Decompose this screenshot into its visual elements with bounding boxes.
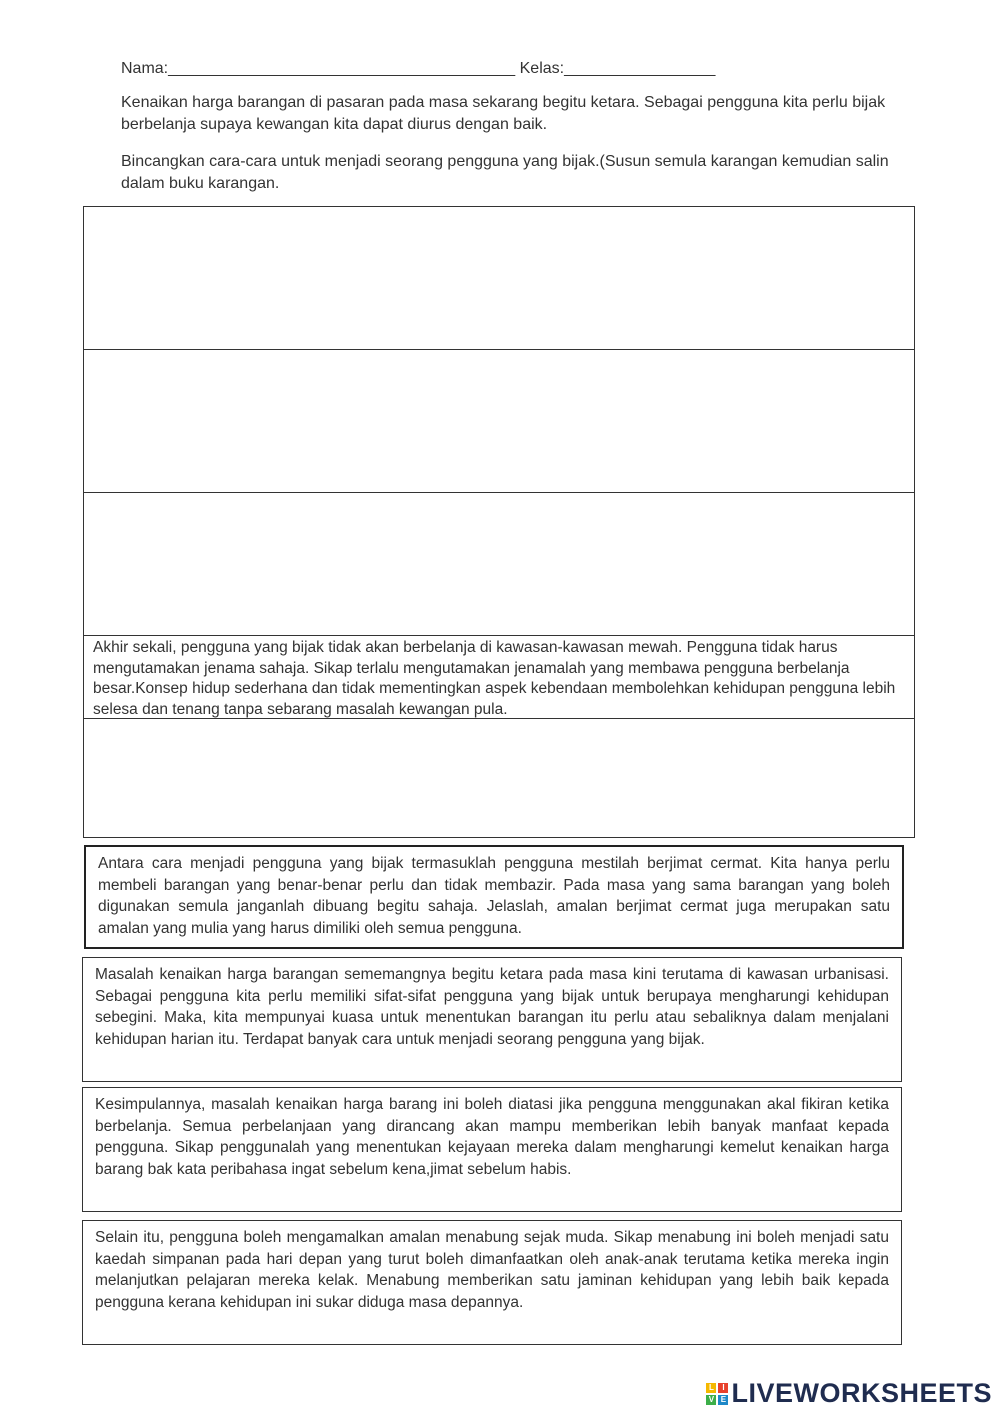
draggable-paragraph-card[interactable]: Antara cara menjadi pengguna yang bijak termasuklah pengguna mestilah berjimat cermat. Kita hanya perlu membeli barangan yang benar-benar perlu dan tidak membazir. Pada masa yang sama barangan yang boleh digunakan semula janganlah dibuang begitu sahaja. Jelaslah, amalan berjimat cermat juga merupakan satu amalan yang mulia yang harus dimiliki oleh semua pengguna.	[84, 845, 904, 949]
answer-table	[83, 206, 915, 838]
name-label: Nama:	[121, 60, 169, 77]
logo-letter-v: V	[706, 1395, 716, 1405]
draggable-paragraph-card[interactable]: Masalah kenaikan harga barangan sememangnya begitu ketara pada masa kini terutama di kawasan urbanisasi. Sebagai pengguna kita perlu memiliki sifat-sifat pengguna yang bijak untuk berupaya mengharungi kehidupan sebegini. Maka, kita mempunyai kuasa untuk menentukan barangan itu perlu atau sebaliknya dalam menjalani kehidupan harian itu. Terdapat banyak cara untuk menjadi seorang pengguna yang bijak.	[82, 957, 902, 1082]
class-field[interactable]: _________________	[564, 60, 716, 77]
logo-text: LIVEWORKSHEETS	[731, 1378, 992, 1408]
task-instruction: Bincangkan cara-cara untuk menjadi seorang pengguna yang bijak.(Susun semula karangan kemudian salin dalam buku karangan.	[121, 153, 889, 192]
logo-letter-l: L	[706, 1383, 716, 1393]
student-info-line	[121, 60, 715, 78]
logo-letter-i: I	[718, 1383, 728, 1393]
intro-paragraph: Kenaikan harga barangan di pasaran pada masa sekarang begitu ketara. Sebagai pengguna kita perlu bijak berbelanja supaya kewangan kita dapat diurus dengan baik.	[121, 94, 886, 133]
answer-slot-4-text: Akhir sekali, pengguna yang bijak tidak akan berbelanja di kawasan-kawasan mewah. Pengguna tidak harus mengutamakan jenama sahaja. Sikap terlalu mengutamakan jenamalah yang membawa pengguna berbelanja besar.Konsep hidup sederhana dan tidak mementingkan aspek kebendaan membolehkan kehidupan pengguna lebih selesa dan tenang tanpa sebarang masalah kewangan pula.	[93, 639, 896, 718]
draggable-paragraph-card[interactable]: Kesimpulannya, masalah kenaikan harga barang ini boleh diatasi jika pengguna menggunakan akal fikiran ketika berbelanja. Semua perbelanjaan yang dirancang akan mampu memberikan lebih banyak manfaat kepada pengguna. Sikap penggunalah yang menentukan kejayaan mereka dalam mengharungi kemelut kenaikan harga barang bak kata peribahasa ingat sebelum kena,jimat sebelum habis.	[82, 1087, 902, 1212]
answer-slot-2[interactable]	[84, 350, 914, 493]
logo-letter-e: E	[718, 1395, 728, 1405]
draggable-paragraph-card[interactable]: Selain itu, pengguna boleh mengamalkan amalan menabung sejak muda. Sikap menabung ini boleh menjadi satu kaedah simpanan pada hari depan yang turut boleh dimanfaatkan oleh anak-anak terutama ketika mereka ingin melanjutkan pelajaran mereka kelak. Menabung memberikan satu jaminan kehidupan yang lebih baik kepada pengguna kerana kehidupan ini sukar diduga masa depannya.	[82, 1220, 902, 1345]
answer-slot-1[interactable]	[84, 207, 914, 350]
answer-slot-5[interactable]	[84, 719, 914, 837]
liveworksheets-logo-icon	[706, 1383, 728, 1405]
name-field[interactable]: _______________________________________	[168, 60, 516, 77]
answer-slot-4[interactable]	[84, 636, 914, 719]
liveworksheets-logo	[706, 1378, 992, 1409]
class-label: Kelas:	[519, 60, 565, 77]
answer-slot-3[interactable]	[84, 493, 914, 636]
